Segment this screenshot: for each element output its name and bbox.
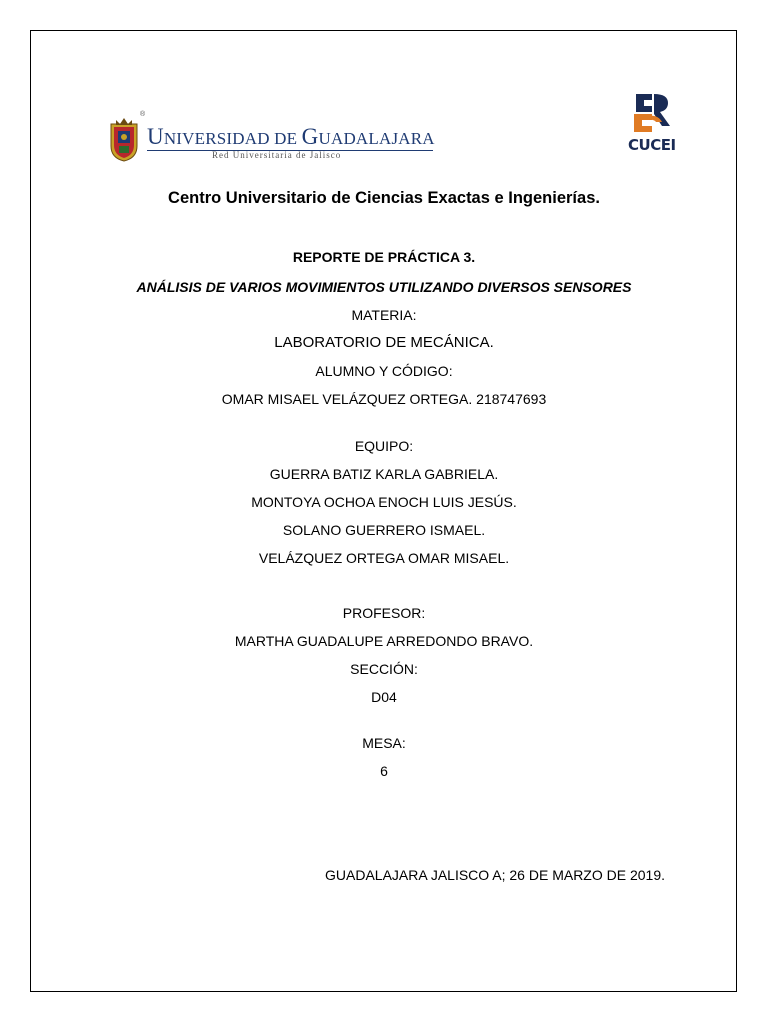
equipo-member: VELÁZQUEZ ORTEGA OMAR MISAEL. [258, 550, 510, 566]
report-subtitle: ANÁLISIS DE VARIOS MOVIMIENTOS UTILIZANDO DIVERSOS SENSORES [136, 279, 632, 295]
cucei-text: CUCEI [628, 136, 676, 154]
profesor-label: PROFESOR: [342, 605, 426, 621]
materia-label: MATERIA: [351, 307, 417, 323]
registered-mark: ® [140, 111, 146, 118]
udg-shield-icon [107, 116, 141, 162]
alumno-label: ALUMNO Y CÓDIGO: [315, 363, 453, 379]
equipo-member: SOLANO GUERRERO ISMAEL. [282, 522, 486, 538]
udg-name: UNIVERSIDAD DE GUADALAJARA [147, 124, 435, 149]
alumno-value: OMAR MISAEL VELÁZQUEZ ORTEGA. 218747693 [221, 391, 547, 407]
profesor-value: MARTHA GUADALUPE ARREDONDO BRAVO. [234, 633, 534, 649]
udg-subtitle: Red Universitaria de Jalisco [212, 150, 342, 160]
cucei-logo [626, 92, 676, 162]
date-line: GUADALAJARA JALISCO A; 26 DE MARZO DE 2019. [325, 867, 666, 883]
page-border [30, 30, 737, 992]
seccion-label: SECCIÓN: [350, 661, 418, 677]
mesa-value: 6 [380, 763, 388, 779]
center-title: Centro Universitario de Ciencias Exactas e Ingenierías. [168, 189, 600, 207]
report-title: REPORTE DE PRÁCTICA 3. [292, 249, 476, 265]
seccion-value: D04 [371, 689, 397, 705]
materia-value: LABORATORIO DE MECÁNICA. [274, 334, 494, 351]
equipo-member: MONTOYA OCHOA ENOCH LUIS JESÚS. [251, 494, 517, 510]
equipo-label: EQUIPO: [354, 438, 414, 454]
cucei-emblem-icon [626, 92, 676, 138]
mesa-label: MESA: [362, 735, 406, 751]
udg-logo [107, 108, 447, 166]
equipo-member: GUERRA BATIZ KARLA GABRIELA. [269, 466, 499, 482]
